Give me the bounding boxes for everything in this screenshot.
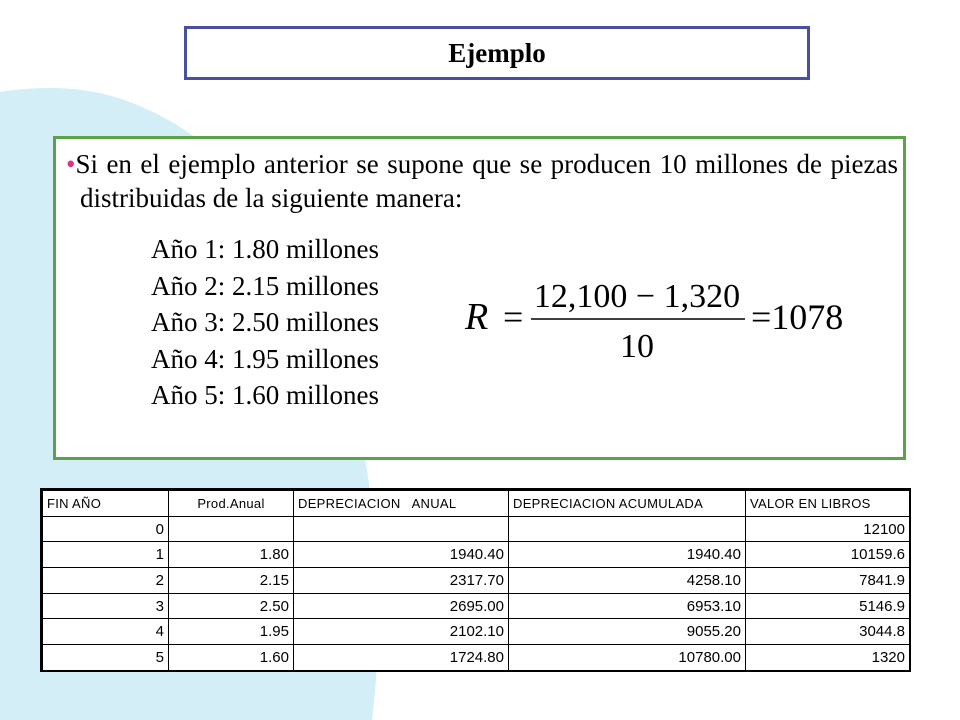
header-depreciacion-acumulada: DEPRECIACION ACUMULADA (509, 491, 746, 517)
cell-dep-acum: 4258.10 (509, 568, 746, 594)
page-title: Ejemplo (448, 37, 546, 68)
cell-valor: 12100 (746, 516, 910, 542)
cell-prod: 1.95 (169, 619, 294, 645)
year-4-line: Año 4: 1.95 millones (151, 343, 379, 374)
cell-valor: 10159.6 (746, 542, 910, 568)
cell-dep-acum: 6953.10 (509, 593, 746, 619)
table-header-row (43, 491, 910, 517)
formula (461, 269, 871, 361)
cell-prod (169, 516, 294, 542)
formula-equals: = (503, 297, 524, 337)
year-2-line: Año 2: 2.15 millones (151, 270, 379, 301)
cell-prod: 1.80 (169, 542, 294, 568)
formula-result: =1078 (751, 297, 844, 337)
cell-valor: 5146.9 (746, 593, 910, 619)
cell-year: 1 (43, 542, 169, 568)
intro-text: Si en el ejemplo anterior se supone que se producen 10 millones de piezas distribuidas de la siguiente manera: (75, 149, 898, 213)
table-row (43, 593, 910, 619)
cell-valor: 7841.9 (746, 568, 910, 594)
cell-dep-anual (294, 516, 509, 542)
formula-lhs: R (465, 296, 489, 338)
cell-year: 0 (43, 516, 169, 542)
cell-dep-anual: 2317.70 (294, 568, 509, 594)
cell-dep-anual: 2695.00 (294, 593, 509, 619)
cell-valor: 1320 (746, 645, 910, 671)
table-row (43, 645, 910, 671)
year-3-line: Año 3: 2.50 millones (151, 307, 379, 337)
header-valor-en-libros: VALOR EN LIBROS (746, 491, 910, 517)
year-5-line: Año 5: 1.60 millones (151, 380, 379, 410)
formula-denominator: 10 (620, 328, 654, 361)
header-fin-ano: FIN AÑO (43, 491, 169, 517)
title-box (184, 26, 810, 80)
cell-dep-anual: 1940.40 (294, 542, 509, 568)
cell-prod: 2.15 (169, 568, 294, 594)
formula-numerator: 12,100 − 1,320 (533, 278, 741, 315)
cell-dep-acum: 9055.20 (509, 619, 746, 645)
cell-dep-acum: 10780.00 (509, 645, 746, 671)
cell-year: 3 (43, 593, 169, 619)
header-depreciacion-anual: DEPRECIACION ANUAL (294, 491, 509, 517)
table-row (43, 619, 910, 645)
cell-dep-acum: 1940.40 (509, 542, 746, 568)
cell-prod: 2.50 (169, 593, 294, 619)
year-list (151, 231, 379, 414)
cell-dep-anual: 2102.10 (294, 619, 509, 645)
table-row (43, 516, 910, 542)
depreciation-table (40, 488, 911, 672)
table-row (43, 542, 910, 568)
cell-year: 2 (43, 568, 169, 594)
table-row (43, 568, 910, 594)
year-1-line: Año 1: 1.80 millones (151, 234, 379, 264)
intro-paragraph (66, 147, 898, 215)
content-box (53, 136, 906, 460)
header-prod-anual: Prod.Anual (169, 491, 294, 517)
cell-year: 5 (43, 645, 169, 671)
cell-dep-anual: 1724.80 (294, 645, 509, 671)
bullet-marker: • (66, 149, 76, 179)
cell-valor: 3044.8 (746, 619, 910, 645)
cell-year: 4 (43, 619, 169, 645)
cell-dep-acum (509, 516, 746, 542)
cell-prod: 1.60 (169, 645, 294, 671)
